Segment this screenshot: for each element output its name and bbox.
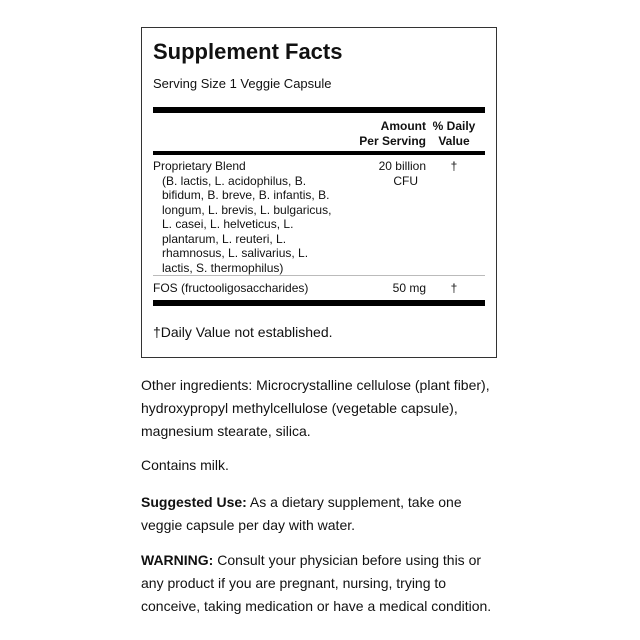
contains-milk: Contains milk. <box>141 457 229 473</box>
divider-medium <box>153 151 485 155</box>
fos-name: FOS (fructooligosaccharides) <box>153 281 309 295</box>
suggested-use-label: Suggested Use: <box>141 494 247 510</box>
fos-dv: † <box>450 281 458 295</box>
blend-detail-line: (B. lactis, L. acidophilus, B. <box>162 173 307 188</box>
warning-text: Consult your physician before using this or <box>213 552 482 568</box>
other-ingredients <box>141 374 521 443</box>
blend-detail-line: rhamnosus, L. salivarius, L. <box>162 246 309 260</box>
other-ingredients-line: hydroxypropyl methylcellulose (vegetable capsule), <box>141 400 458 416</box>
warning-label: WARNING: <box>141 552 214 568</box>
serving-size: Serving Size 1 Veggie Capsule <box>153 76 332 91</box>
amount-header-line1: Amount <box>380 119 426 133</box>
warning-text: conceive, taking medication or have a medical condition. <box>141 598 492 614</box>
dv-header-line1: % Daily <box>432 119 476 133</box>
other-ingredients-line: Other ingredients: Microcrystalline cellulose (plant fiber), <box>141 377 490 393</box>
warning <box>141 549 561 618</box>
other-ingredients-line: magnesium stearate, silica. <box>141 423 311 439</box>
panel-title: Supplement Facts <box>153 39 343 64</box>
warning-text: any product if you are pregnant, nursing, trying to <box>141 575 447 591</box>
suggested-use-text: veggie capsule per day with water. <box>141 517 356 533</box>
blend-row <box>153 159 331 275</box>
fos-amount: 50 mg <box>392 281 426 295</box>
dv-header-line2: Value <box>438 134 470 148</box>
divider-thin <box>153 275 485 276</box>
blend-name: Proprietary Blend <box>153 159 246 173</box>
blend-detail-line: bifidum, B. breve, B. infantis, B. <box>162 188 330 202</box>
blend-detail-line: lactis, S. thermophilus) <box>162 260 284 275</box>
footnote: †Daily Value not established. <box>153 324 333 340</box>
supplement-facts-panel <box>141 27 497 358</box>
divider-thick <box>153 107 485 113</box>
blend-dv: † <box>450 159 458 173</box>
amount-header-line2: Per Serving <box>359 134 426 148</box>
suggested-use-text: As a dietary supplement, take one <box>246 494 462 510</box>
suggested-use <box>141 491 521 537</box>
blend-detail <box>153 174 331 276</box>
blend-detail-line: plantarum, L. reuteri, L. <box>162 231 287 246</box>
divider-thick-bottom <box>153 300 485 306</box>
blend-amount-line1: 20 billion <box>378 159 426 173</box>
blend-detail-line: L. casei, L. helveticus, L. <box>162 217 294 231</box>
amount-header <box>344 119 426 149</box>
blend-detail-line: longum, L. brevis, L. bulgaricus, <box>162 202 332 217</box>
dv-header <box>426 119 482 149</box>
blend-amount-line2: CFU <box>393 173 418 188</box>
blend-amount <box>344 159 426 188</box>
